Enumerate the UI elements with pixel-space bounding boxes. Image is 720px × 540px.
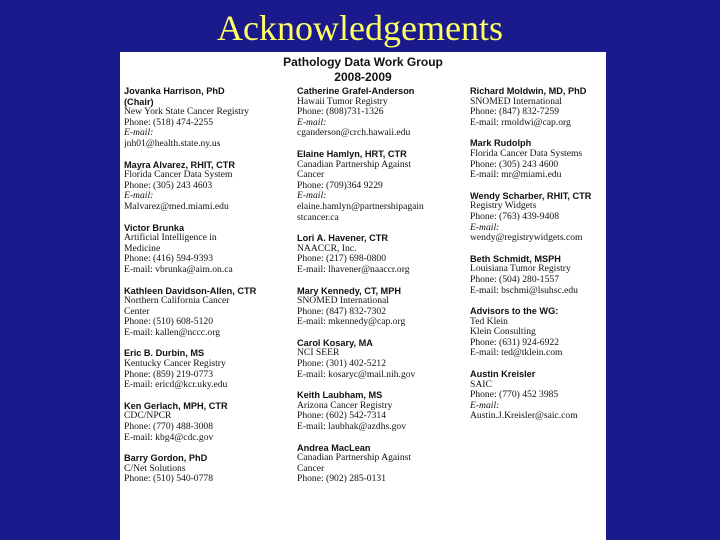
member-detail: Phone: (510) 608-5120 <box>124 317 213 328</box>
member-entry <box>470 191 604 244</box>
slide-title: Acknowledgements <box>217 8 503 48</box>
member-detail: Phone: (847) 832-7302 <box>297 306 386 317</box>
member-detail: Phone: (416) 594-9393 <box>124 254 213 265</box>
member-name: Mark Rudolph <box>470 138 532 149</box>
member-detail: CDC/NPCR <box>124 411 172 422</box>
member-entry <box>124 286 292 339</box>
member-detail: wendy@registrywidgets.com <box>470 233 583 244</box>
member-name: Barry Gordon, PhD <box>124 453 208 464</box>
member-detail: E-mail: laubhak@azdhs.gov <box>297 422 407 433</box>
member-detail: E-mail: <box>470 222 500 233</box>
member-column-1 <box>124 86 292 495</box>
member-detail: E-mail: mr@miami.edu <box>470 170 562 181</box>
member-detail: Phone: (808)731-1326 <box>297 107 384 118</box>
member-entry <box>124 453 292 485</box>
member-detail: E-mail: <box>124 191 154 202</box>
member-name: Ken Gerlach, MPH, CTR <box>124 400 228 411</box>
member-entry <box>470 86 604 128</box>
member-detail: Phone: (301) 402-5212 <box>297 359 386 370</box>
member-name: Elaine Hamlyn, HRT, CTR <box>297 148 407 159</box>
member-detail: Canadian Partnership Against <box>297 453 412 464</box>
member-detail: NAACCR, Inc. <box>297 243 357 254</box>
member-detail: Phone: (902) 285-0131 <box>297 474 386 485</box>
member-detail: C/Net Solutions <box>124 463 186 474</box>
group-years: 2008-2009 <box>334 70 392 84</box>
member-name: (Chair) <box>124 96 154 107</box>
member-name: Andrea MacLean <box>297 442 371 453</box>
member-detail: elaine.hamlyn@partnershipagain <box>297 201 424 212</box>
member-detail: E-mail: kbg4@cdc.gov <box>124 432 214 443</box>
member-detail: Northern California Cancer <box>124 296 230 307</box>
member-detail: E-mail: <box>470 400 500 411</box>
member-entry <box>297 233 467 275</box>
member-name: Mayra Alvarez, RHIT, CTR <box>124 159 235 170</box>
member-detail: Florida Cancer Data Systems <box>470 148 583 159</box>
member-entry <box>470 306 604 359</box>
member-entry <box>297 443 467 485</box>
member-detail: Arizona Cancer Registry <box>297 400 393 411</box>
member-detail: Phone: (709)364 9229 <box>297 180 383 191</box>
member-name: Catherine Grafel-Anderson <box>297 86 415 96</box>
member-column-2 <box>297 86 467 495</box>
member-detail: Phone: (510) 540-0778 <box>124 474 213 485</box>
member-detail: Phone: (770) 488-3008 <box>124 422 213 433</box>
member-entry <box>470 254 604 296</box>
member-detail: Phone: (847) 832-7259 <box>470 107 559 118</box>
member-detail: E-mail: <box>297 117 327 128</box>
member-detail: SAIC <box>470 379 492 390</box>
member-detail: E-mail: <box>297 191 327 202</box>
member-detail: Malvarez@med.miami.edu <box>124 201 229 212</box>
member-detail: E-mail: kallen@nccc.org <box>124 327 221 338</box>
member-detail: SNOMED International <box>470 96 562 107</box>
member-detail: Cancer <box>297 463 325 474</box>
member-detail: E-mail: rmoldwi@cap.org <box>470 117 571 128</box>
member-detail: Phone: (859) 219-0773 <box>124 369 213 380</box>
member-detail: Klein Consulting <box>470 327 536 338</box>
member-entry <box>297 286 467 328</box>
member-detail: NCI SEER <box>297 348 340 359</box>
member-entry <box>297 149 467 223</box>
member-detail: Florida Cancer Data System <box>124 170 233 181</box>
member-list-sheet <box>120 52 606 540</box>
member-detail: Phone: (770) 452 3985 <box>470 390 559 401</box>
member-detail: E-mail: vbrunka@aim.on.ca <box>124 264 233 275</box>
member-detail: SNOMED International <box>297 296 389 307</box>
member-detail: E-mail: ericd@kcr.uky.edu <box>124 380 228 391</box>
member-detail: Cancer <box>297 170 325 181</box>
member-detail: Phone: (602) 542-7314 <box>297 411 386 422</box>
member-column-3 <box>470 86 604 432</box>
member-entry <box>470 369 604 422</box>
member-entry <box>297 86 467 139</box>
member-detail: E-mail: <box>124 128 154 139</box>
member-detail: Phone: (305) 243 4600 <box>470 159 559 170</box>
member-detail: E-mail: mkennedy@cap.org <box>297 317 406 328</box>
member-detail: cganderson@crch.hawaii.edu <box>297 128 411 139</box>
member-detail: Kentucky Cancer Registry <box>124 359 226 370</box>
member-detail: Phone: (763) 439-9408 <box>470 211 559 222</box>
member-detail: Medicine <box>124 243 161 254</box>
member-entry <box>470 138 604 180</box>
member-name: Lori A. Havener, CTR <box>297 233 389 244</box>
member-detail: Austin.J.Kreisler@saic.com <box>470 411 578 422</box>
member-entry <box>124 160 292 213</box>
member-entry <box>297 338 467 380</box>
member-name: Carol Kosary, MA <box>297 337 373 348</box>
member-name: Eric B. Durbin, MS <box>124 348 205 359</box>
member-detail: E-mail: lhavener@naaccr.org <box>297 264 410 275</box>
member-detail: Phone: (504) 280-1557 <box>470 274 559 285</box>
member-name: Richard Moldwin, MD, PhD <box>470 86 587 96</box>
member-detail: Canadian Partnership Against <box>297 159 412 170</box>
member-name: Victor Brunka <box>124 222 185 233</box>
member-detail: stcancer.ca <box>297 212 339 223</box>
member-entry <box>124 86 292 150</box>
member-detail: E-mail: bschmi@lsuhsc.edu <box>470 285 578 296</box>
member-name: Jovanka Harrison, PhD <box>124 86 225 96</box>
member-detail: Center <box>124 306 150 317</box>
member-detail: E-mail: kosaryc@mail.nih.gov <box>297 369 416 380</box>
member-detail: Phone: (631) 924-6922 <box>470 337 559 348</box>
member-detail: New York State Cancer Registry <box>124 107 249 118</box>
member-name: Keith Laubham, MS <box>297 390 383 401</box>
member-detail: Louisiana Tumor Registry <box>470 264 571 275</box>
member-name: Kathleen Davidson-Allen, CTR <box>124 285 257 296</box>
member-detail: Phone: (518) 474-2255 <box>124 117 213 128</box>
member-entry <box>124 348 292 390</box>
member-name: Beth Schmidt, MSPH <box>470 253 561 264</box>
member-entry <box>124 401 292 443</box>
member-name: Advisors to the WG: <box>470 306 559 317</box>
member-detail: Registry Widgets <box>470 201 537 212</box>
member-detail: jnh01@health.state.ny.us <box>124 138 221 149</box>
member-detail: Phone: (305) 243 4603 <box>124 180 213 191</box>
member-entry <box>124 223 292 276</box>
member-name: Austin Kreisler <box>470 369 536 380</box>
member-entry <box>297 390 467 432</box>
member-detail: Ted Klein <box>470 316 508 327</box>
member-name: Mary Kennedy, CT, MPH <box>297 285 401 296</box>
member-detail: Hawaii Tumor Registry <box>297 96 388 107</box>
group-title: Pathology Data Work Group <box>283 55 443 69</box>
member-detail: Phone: (217) 698-0800 <box>297 254 386 265</box>
member-name: Wendy Scharber, RHIT, CTR <box>470 190 592 201</box>
member-detail: E-mail: ted@tklein.com <box>470 348 563 359</box>
member-detail: Artificial Intelligence in <box>124 233 217 244</box>
